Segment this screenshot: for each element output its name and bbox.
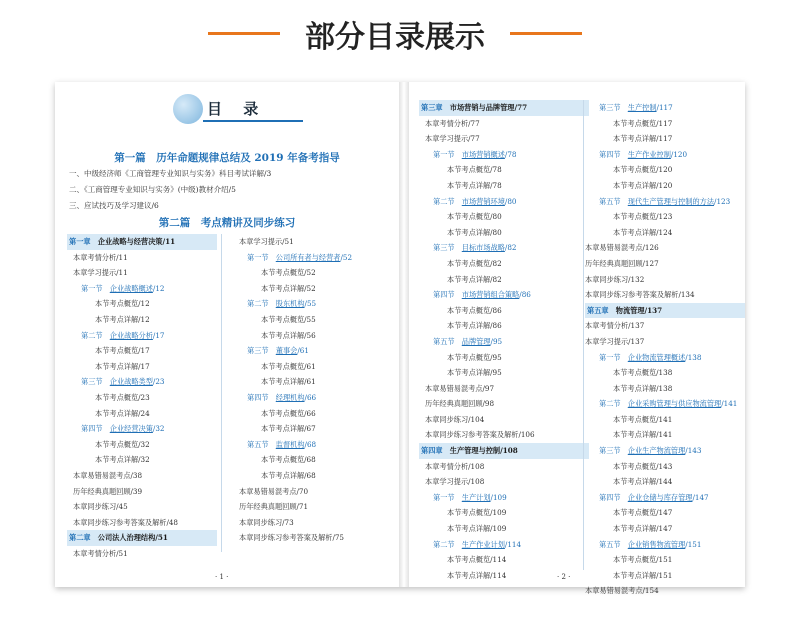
toc-section <box>233 390 395 406</box>
section-number: 第三节 <box>599 103 628 112</box>
chapter-title: 物流管理/137 <box>615 305 663 315</box>
toc-section <box>233 437 395 453</box>
toc-entry: 本章学习提示/108 <box>425 477 485 487</box>
toc-entry: 本章考情分析/77 <box>425 118 480 128</box>
toc-entry: 本章同步练习参考答案及解析/48 <box>73 517 179 527</box>
chapter-number: 第四章 <box>421 446 450 456</box>
toc-subentry: 本节考点详解/56 <box>261 330 316 340</box>
chapter-number: 第二章 <box>69 533 98 543</box>
toc-entry: 历年经典真题回顾/98 <box>425 399 495 409</box>
toc-subentry: 本节考点详解/124 <box>613 227 673 237</box>
toc-chapter <box>419 443 589 459</box>
section-number: 第四节 <box>433 290 462 300</box>
toc-subentry: 本节考点概览/12 <box>95 299 150 309</box>
section-title: 企业战略类型 <box>109 377 153 387</box>
toc-section <box>585 396 745 412</box>
section-page: /86 <box>519 290 531 300</box>
toc-subentry: 本节考点概览/123 <box>613 212 673 222</box>
toc-section <box>419 490 589 506</box>
section-page: /52 <box>340 252 353 262</box>
section-number: 第三节 <box>81 377 110 387</box>
right-page <box>409 82 745 596</box>
section-title: 公司所有者与经营者 <box>275 252 341 262</box>
chapter-number: 第三章 <box>421 103 450 112</box>
section-page: /123 <box>714 196 731 206</box>
toc-section <box>233 343 395 359</box>
toc-section <box>585 194 745 210</box>
toc-subentry: 本节考点详解/82 <box>447 274 502 284</box>
chapter-title: 企业战略与经营决策/11 <box>97 237 176 246</box>
guide-item: 二、《工商管理专业知识与实务》(中级)教材介绍/5 <box>69 185 236 194</box>
toc-section <box>419 240 589 256</box>
toc-subentry: 本节考点概览/68 <box>261 455 316 465</box>
toc-subentry: 本节考点概览/117 <box>613 118 673 128</box>
column-divider <box>583 100 584 570</box>
toc-subentry: 本节考点概览/80 <box>447 212 502 222</box>
section-page: /117 <box>656 103 673 112</box>
toc-entry: 本章考情分析/137 <box>585 321 645 331</box>
toc-subentry: 本节考点概览/109 <box>447 508 507 518</box>
section-number: 第二节 <box>433 196 462 206</box>
left-page <box>55 82 399 587</box>
section-title: 企业仓储与库存管理 <box>627 492 693 502</box>
section-title: 品牌管理 <box>461 336 491 346</box>
toc-subentry: 本节考点概览/66 <box>261 408 316 418</box>
toc-subentry: 本节考点概览/61 <box>261 361 316 371</box>
page-number-left: · 1 · <box>215 573 229 581</box>
toc-section <box>67 374 217 390</box>
toc-subentry: 本节考点详解/86 <box>447 321 502 331</box>
toc-section <box>419 537 589 553</box>
toc-entry: 本章学习提示/51 <box>239 237 294 246</box>
section-title: 企业采购管理与供应物流管理 <box>627 399 722 409</box>
toc-entry: 本章考情分析/11 <box>73 252 128 262</box>
toc-subentry: 本节考点详解/80 <box>447 227 502 237</box>
toc-column-right-1 <box>419 100 589 583</box>
section-title: 生产作业计划 <box>461 539 505 549</box>
toc-subentry: 本节考点概览/138 <box>613 368 673 378</box>
section-title: 市场营销环境 <box>461 196 505 206</box>
toc-entry: 本章同步练习参考答案及解析/106 <box>425 430 535 440</box>
chapter-number: 第五章 <box>587 305 616 315</box>
toc-subentry: 本节考点详解/78 <box>447 180 502 190</box>
chapter-title: 生产管理与控制/108 <box>449 446 518 456</box>
toc-subentry: 本节考点详解/117 <box>613 134 673 144</box>
section-title: 生产作业控制 <box>627 149 671 159</box>
toc-subentry: 本节考点详解/151 <box>613 570 673 580</box>
toc-subentry: 本节考点概览/23 <box>95 392 150 402</box>
toc-entry: 本章学习提示/11 <box>73 268 128 278</box>
section-number: 第三节 <box>599 446 628 456</box>
section-number: 第二节 <box>433 539 462 549</box>
guide-item: 一、中级经济师《工商管理专业知识与实务》科目考试详解/3 <box>69 169 272 178</box>
toc-subentry: 本节考点详解/144 <box>613 477 673 487</box>
toc-subentry: 本节考点详解/67 <box>261 424 316 434</box>
toc-entry: 本章同步练习/73 <box>239 517 294 527</box>
toc-subentry: 本节考点详解/24 <box>95 408 150 418</box>
toc-entry: 本章易错易混考点/154 <box>585 586 659 596</box>
toc-subentry: 本节考点详解/17 <box>95 361 150 371</box>
section-title: 企业经营决策 <box>109 424 153 434</box>
toc-section <box>419 194 589 210</box>
toc-subentry: 本节考点概览/32 <box>95 439 150 449</box>
section-page: /17 <box>152 330 165 340</box>
section-number: 第一节 <box>433 492 462 502</box>
toc-section <box>585 443 745 459</box>
section-number: 第二节 <box>247 299 276 309</box>
toc-subentry: 本节考点概览/95 <box>447 352 502 362</box>
section-number: 第一节 <box>247 252 276 262</box>
toc-subentry: 本节考点概览/86 <box>447 305 502 315</box>
section-page: /78 <box>504 149 517 159</box>
toc-entry: 本章易错易混考点/126 <box>585 243 659 253</box>
toc-subentry: 本节考点详解/61 <box>261 377 316 387</box>
toc-subentry: 本节考点概览/17 <box>95 346 150 356</box>
toc-column-left-2 <box>233 234 395 546</box>
section-page: /12 <box>152 283 165 293</box>
toc-subentry: 本节考点详解/12 <box>95 314 150 324</box>
toc-section <box>67 328 217 344</box>
section-number: 第二节 <box>599 399 628 409</box>
section-title: 企业战略分析 <box>109 330 153 340</box>
section-page: /55 <box>304 299 317 309</box>
section-number: 第四节 <box>599 492 628 502</box>
toc-section <box>233 296 395 312</box>
section-page: /114 <box>504 539 522 549</box>
toc-section <box>67 281 217 297</box>
section-number: 第一节 <box>599 352 628 362</box>
toc-subentry: 本节考点详解/52 <box>261 283 316 293</box>
toc-entry: 历年经典真题回顾/127 <box>585 258 659 268</box>
toc-chapter <box>419 100 589 116</box>
toc-chapter <box>67 234 217 250</box>
toc-subentry: 本节考点概览/147 <box>613 508 673 518</box>
section-title: 监督机构 <box>275 439 305 449</box>
toc-section <box>419 287 589 303</box>
toc-section <box>233 250 395 266</box>
section-title: 生产计划 <box>461 492 491 502</box>
toc-entry: 本章同步练习/132 <box>585 274 645 284</box>
toc-entry: 本章同步练习参考答案及解析/75 <box>239 533 345 543</box>
toc-chapter <box>67 530 217 546</box>
toc-entry: 本章易错易混考点/97 <box>425 383 495 393</box>
part1-title: 第一篇 历年命题规律总结及 2019 年备考指导 <box>114 152 340 164</box>
toc-entry: 本章易错易混考点/38 <box>73 470 143 480</box>
section-number: 第二节 <box>81 330 110 340</box>
toc-subentry: 本节考点详解/120 <box>613 180 673 190</box>
section-page: /141 <box>721 399 738 409</box>
toc-entry: 本章同步练习/104 <box>425 414 485 424</box>
toc-subentry: 本节考点概览/141 <box>613 414 673 424</box>
section-number: 第四节 <box>81 424 110 434</box>
section-title: 股东机构 <box>275 299 305 309</box>
section-page: /32 <box>152 424 165 434</box>
toc-circle-ornament <box>173 94 203 124</box>
section-title: 现代生产管理与控制的方法 <box>627 196 715 206</box>
toc-entry: 本章学习提示/77 <box>425 134 480 144</box>
section-number: 第三节 <box>433 243 462 253</box>
section-number: 第一节 <box>433 149 462 159</box>
toc-section <box>67 421 217 437</box>
chapter-title: 公司法人治理结构/51 <box>97 533 168 543</box>
page-number-right: · 2 · <box>557 573 571 581</box>
toc-entry: 本章易错易混考点/70 <box>239 486 309 496</box>
toc-entry: 本章同步练习参考答案及解析/134 <box>585 290 695 300</box>
toc-section <box>419 147 589 163</box>
toc-column-right-2 <box>585 100 745 599</box>
part2-title: 第二篇 考点精讲及同步练习 <box>158 217 296 229</box>
toc-section <box>585 100 745 116</box>
section-page: /143 <box>685 446 702 456</box>
toc-section <box>585 147 745 163</box>
toc-subentry: 本节考点概览/114 <box>447 555 507 565</box>
section-page: /95 <box>490 336 503 346</box>
toc-entry: 本章学习提示/137 <box>585 336 645 346</box>
toc-heading <box>173 96 343 122</box>
section-number: 第三节 <box>247 346 276 356</box>
section-page: /82 <box>504 243 517 253</box>
toc-entry: 本章考情分析/51 <box>73 548 128 558</box>
toc-chapter <box>585 303 745 319</box>
toc-entry: 本章考情分析/108 <box>425 461 485 471</box>
section-number: 第一节 <box>81 283 110 293</box>
guide-item: 三、应试技巧及学习建议/6 <box>69 201 159 210</box>
column-divider <box>221 234 222 552</box>
toc-entry: 历年经典真题回顾/71 <box>239 502 309 512</box>
section-title: 企业销售物流管理 <box>627 539 686 549</box>
section-title: 市场营销概述 <box>461 149 505 159</box>
promo-header <box>0 0 790 70</box>
toc-subentry: 本节考点概览/82 <box>447 258 502 268</box>
toc-section <box>419 334 589 350</box>
book-spread <box>55 82 745 596</box>
section-title: 经理机构 <box>275 392 305 402</box>
section-page: /68 <box>304 439 317 449</box>
toc-subentry: 本节考点详解/68 <box>261 470 316 480</box>
toc-subentry: 本节考点详解/147 <box>613 524 673 534</box>
section-number: 第五节 <box>433 336 462 346</box>
toc-title: 目 录 <box>207 100 267 118</box>
toc-section <box>585 350 745 366</box>
section-title: 目标市场战略 <box>461 243 505 253</box>
section-page: /147 <box>692 492 709 502</box>
section-number: 第五节 <box>599 196 628 206</box>
section-page: /138 <box>685 352 702 362</box>
toc-subentry: 本节考点详解/141 <box>613 430 673 440</box>
section-number: 第五节 <box>599 539 628 549</box>
header-title: 部分目录展示 <box>305 20 485 55</box>
chapter-number: 第一章 <box>69 237 98 246</box>
toc-subentry: 本节考点概览/151 <box>613 555 673 565</box>
section-page: /66 <box>304 392 317 402</box>
book-gutter <box>399 82 409 587</box>
toc-subentry: 本节考点概览/143 <box>613 461 673 471</box>
section-page: /61 <box>297 346 309 356</box>
section-number: 第四节 <box>247 392 276 402</box>
toc-section <box>585 490 745 506</box>
section-title: 企业物流管理概述 <box>627 352 686 362</box>
section-page: /23 <box>152 377 165 387</box>
toc-title-underline <box>203 120 303 122</box>
section-title: 企业生产物流管理 <box>627 446 686 456</box>
toc-subentry: 本节考点详解/138 <box>613 383 673 393</box>
section-title: 生产控制 <box>627 103 657 112</box>
toc-subentry: 本节考点概览/52 <box>261 268 316 278</box>
toc-subentry: 本节考点详解/109 <box>447 524 507 534</box>
section-page: /151 <box>685 539 702 549</box>
header-rule-right <box>510 32 582 35</box>
section-page: /109 <box>490 492 507 502</box>
section-title: 企业战略概述 <box>109 283 153 293</box>
section-title: 董事会 <box>275 346 298 356</box>
section-title: 市场营销组合策略 <box>461 290 520 300</box>
chapter-title: 市场营销与品牌管理/77 <box>449 103 528 112</box>
toc-column-left-1 <box>67 234 217 561</box>
toc-section <box>585 537 745 553</box>
toc-subentry: 本节考点概览/78 <box>447 165 502 175</box>
toc-entry: 本章同步练习/45 <box>73 502 128 512</box>
toc-subentry: 本节考点详解/95 <box>447 368 502 378</box>
toc-subentry: 本节考点概览/55 <box>261 314 316 324</box>
toc-subentry: 本节考点详解/114 <box>447 570 507 580</box>
section-page: /120 <box>670 149 688 159</box>
section-number: 第五节 <box>247 439 276 449</box>
section-page: /80 <box>504 196 517 206</box>
toc-subentry: 本节考点详解/32 <box>95 455 150 465</box>
toc-subentry: 本节考点概览/120 <box>613 165 673 175</box>
section-number: 第四节 <box>599 149 628 159</box>
toc-entry: 历年经典真题回顾/39 <box>73 486 143 496</box>
